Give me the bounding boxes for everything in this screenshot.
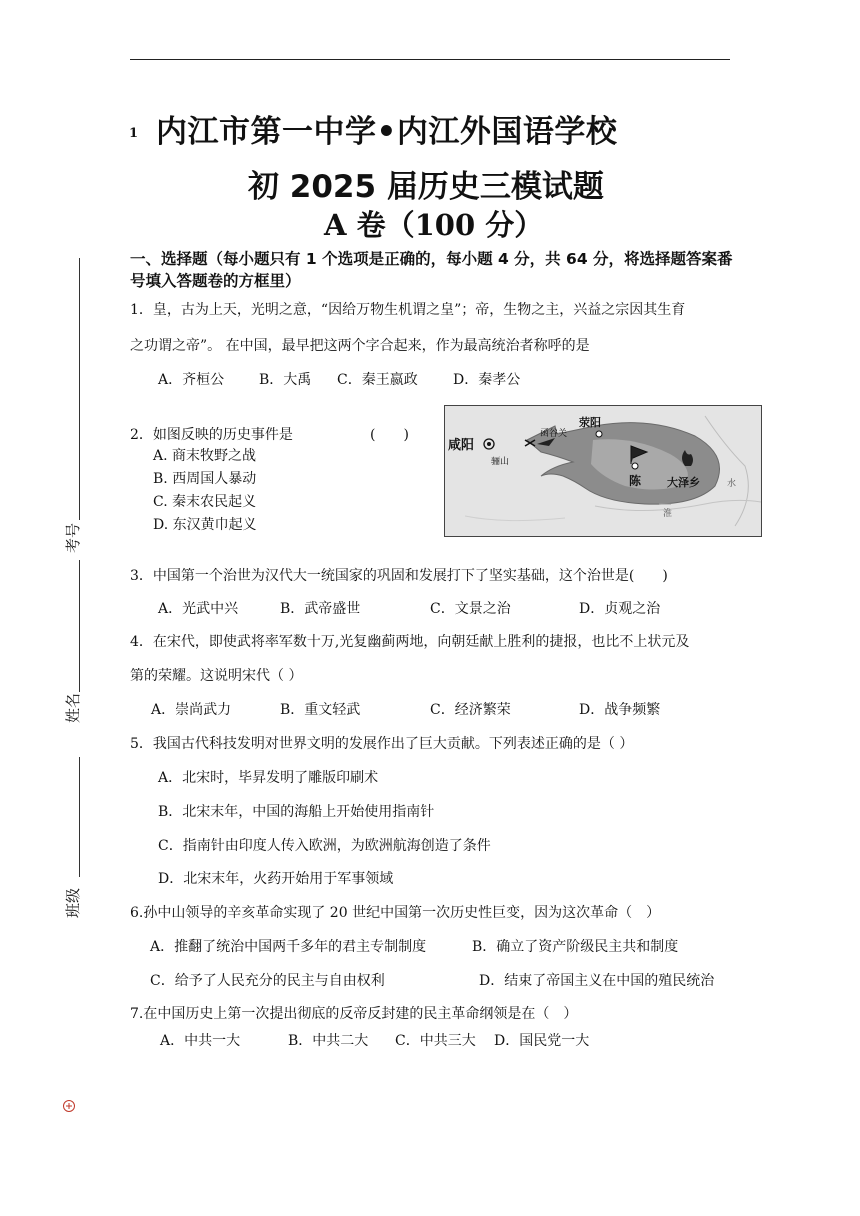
map-label-lishan: 骊山	[491, 457, 510, 467]
q5-option-c: C．指南针由印度人传入欧洲，为欧洲航海创造了条件	[158, 838, 491, 854]
q5-option-b: B．北宋末年，中国的海船上开始使用指南针	[158, 804, 435, 820]
q7-option-a: A．中共一大	[160, 1033, 241, 1049]
map-label-huai: 淮	[663, 509, 673, 519]
q2-option-b: B. 西周国人暴动	[153, 471, 257, 487]
exam-no-label: 考号	[64, 522, 82, 553]
q5-stem: 5．我国古代科技发明对世界文明的发展作出了巨大贡献。下列表述正确的是（ ）	[130, 736, 634, 752]
q4-stem-line2: 第的荣耀。这说明宋代（ ）	[130, 668, 303, 684]
q7-stem: 7.在中国历史上第一次提出彻底的反帝反封建的民主革命纲领是在（ ）	[130, 1006, 578, 1022]
q4-option-c: C．经济繁荣	[430, 702, 511, 718]
q4-stem-line1: 4．在宋代，即使武将率军数十万,光复幽蓟两地，向朝廷献上胜利的捷报，也比不上状元及	[130, 634, 690, 650]
q2-option-c: C. 秦末农民起义	[153, 494, 257, 510]
q2-stem: 2．如图反映的历史事件是	[130, 427, 293, 443]
q1-option-b: B．大禹	[259, 372, 312, 388]
header-rule	[130, 59, 730, 60]
q6-option-b: B．确立了资产阶级民主共和制度	[472, 939, 679, 955]
q6-stem: 6.孙中山领导的辛亥革命实现了 20 世纪中国第一次历史性巨变，因为这次革命（ ）	[130, 905, 661, 921]
q6-option-c: C．给予了人民充分的民主与自由权利	[150, 973, 385, 989]
q1-option-d: D．秦孝公	[453, 372, 521, 388]
q7-option-d: D．国民党一大	[494, 1033, 590, 1049]
q2-answer-paren: ( )	[370, 427, 409, 443]
binding-line-low	[79, 757, 80, 877]
q3-option-a: A．光武中兴	[158, 601, 239, 617]
q5-option-a: A．北宋时，毕昇发明了雕版印刷术	[158, 770, 379, 786]
q5-option-d: D．北宋末年，火药开始用于军事领域	[158, 871, 394, 887]
q3-option-b: B．武帝盛世	[280, 601, 361, 617]
q2-historical-map	[444, 405, 762, 537]
map-label-dazexiang: 大泽乡	[667, 476, 700, 489]
binding-line-top	[79, 258, 80, 520]
name-label: 姓名	[64, 692, 82, 723]
map-label-xianyang: 咸阳	[448, 438, 475, 453]
q4-option-d: D．战争频繁	[579, 702, 661, 718]
q4-option-b: B．重文轻武	[280, 702, 361, 718]
q2-option-a: A. 商末牧野之战	[153, 448, 257, 464]
map-label-hanguguan: 函谷关	[540, 429, 568, 439]
q1-stem-line1: 1．皇，古为上天，光明之意，“因给万物生机谓之皇”；帝，生物之主，兴益之宗因其生育	[130, 302, 686, 318]
q3-stem: 3．中国第一个治世为汉代大一统国家的巩固和发展打下了坚实基础，这个治世是( )	[130, 568, 668, 584]
q1-stem-line2: 之功谓之帝”。 在中国，最早把这两个字合起来，作为最高统治者称呼的是	[130, 338, 590, 354]
q6-option-a: A．推翻了统治中国两千多年的君主专制制度	[150, 939, 427, 955]
stamp-icon	[62, 1098, 76, 1112]
q7-option-b: B．中共二大	[288, 1033, 369, 1049]
map-label-shui: 水	[727, 479, 737, 489]
section-heading: 一、选择题（每小题只有 1 个选项是正确的，每小题 4 分，共 64 分，将选择题答案番号填入答题卷的方框里）	[130, 250, 733, 290]
map-label-xingyang: 荥阳	[579, 416, 601, 429]
q3-option-d: D．贞观之治	[579, 601, 661, 617]
exam-title: 初 2025 届历史三模试题	[248, 169, 604, 205]
paper-section-title: A 卷（100 分）	[324, 208, 544, 242]
q2-option-d: D. 东汉黄巾起义	[153, 517, 257, 533]
q3-option-c: C．文景之治	[430, 601, 511, 617]
school-title: 内江市第一中学•内江外国语学校	[156, 114, 618, 150]
map-label-chen: 陈	[629, 474, 642, 488]
binding-line-mid	[79, 560, 80, 692]
q2-map-svg	[445, 406, 761, 536]
q1-option-c: C．秦王嬴政	[337, 372, 418, 388]
page-number: 1	[129, 126, 139, 141]
q6-option-d: D．结束了帝国主义在中国的殖民统治	[479, 973, 715, 989]
q4-option-a: A．崇尚武力	[151, 702, 232, 718]
q1-option-a: A．齐桓公	[158, 372, 225, 388]
q7-option-c: C．中共三大	[395, 1033, 476, 1049]
class-label: 班级	[64, 887, 82, 918]
